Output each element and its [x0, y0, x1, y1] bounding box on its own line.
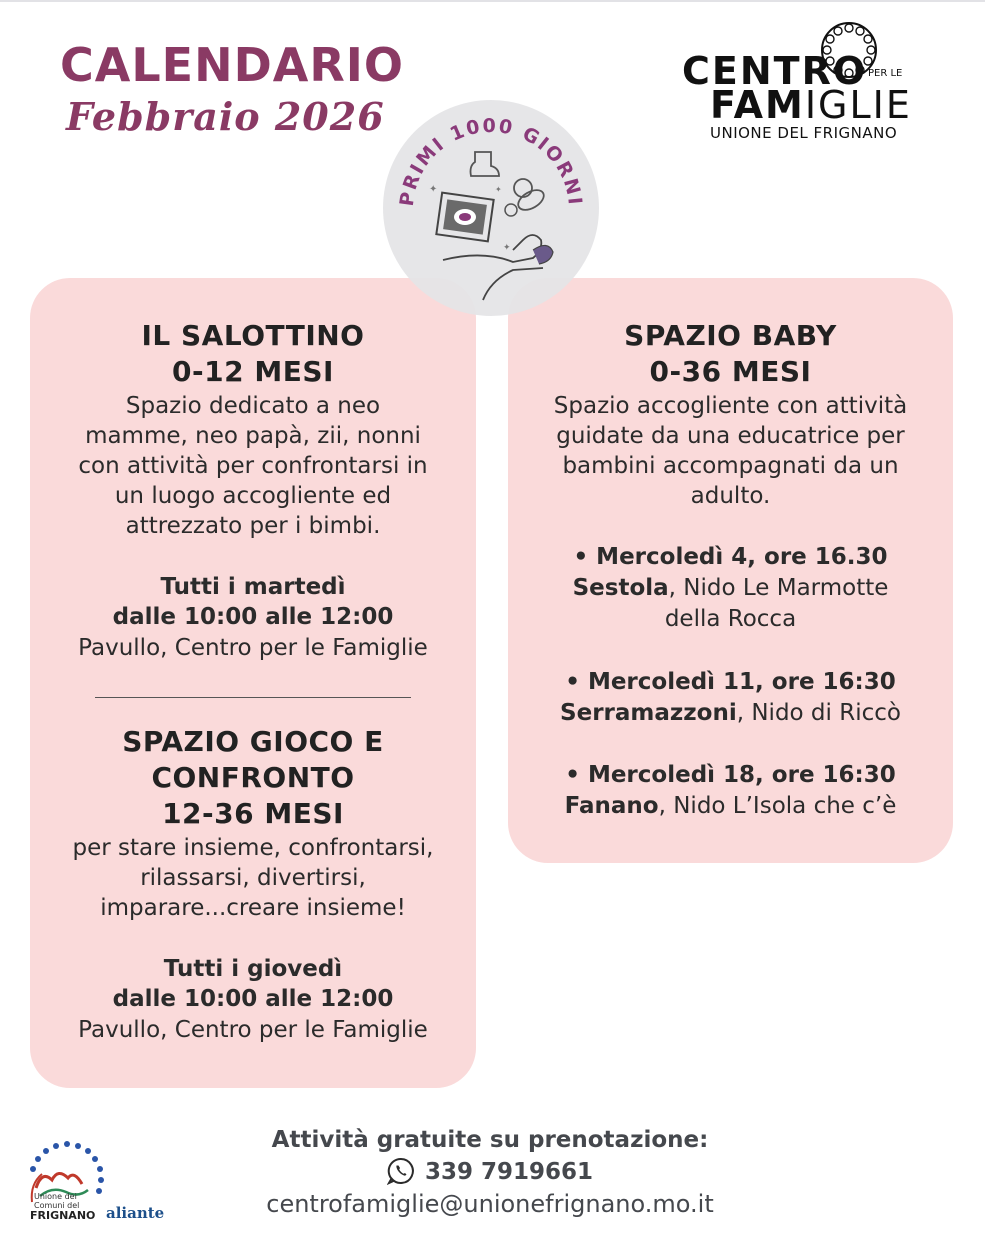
right-activity-card [508, 278, 953, 863]
salottino-time: dalle 10:00 alle 12:00 [112, 604, 394, 630]
svg-text:✦: ✦ [503, 243, 511, 253]
aliante-logo: aliante [106, 1204, 165, 1222]
spazio-gioco-title-2: CONFRONTO [151, 761, 355, 794]
centro-word: CENTRO [682, 49, 868, 93]
salottino-age: 0-12 MESI [172, 355, 334, 388]
spazio-baby-desc-1: Spazio accogliente con attività [553, 393, 908, 419]
spazio-gioco-desc-1: per stare insieme, confrontarsi, [72, 835, 434, 861]
left-activity-card [30, 278, 476, 1088]
famiglie-word: FAMIGLIE [710, 83, 912, 127]
primi-1000-giorni-badge [383, 100, 599, 316]
spazio-gioco-time: dalle 10:00 alle 12:00 [112, 986, 394, 1012]
svg-text:✦: ✦ [429, 184, 438, 195]
spazio-baby-title: SPAZIO BABY [624, 319, 837, 352]
booking-note: Attività gratuite su prenotazione: [271, 1127, 709, 1153]
unione-label: Unione dei Comuni del [34, 1192, 80, 1210]
frignano-label: FRIGNANO [30, 1209, 96, 1222]
spazio-baby-desc-4: adulto. [690, 483, 771, 509]
spazio-gioco-day: Tutti i giovedì [163, 956, 343, 982]
spazio-baby-desc-3: bambini accompagnati da un [562, 453, 899, 479]
salottino-desc-2: mamme, neo papà, zii, nonni [85, 423, 421, 449]
svg-text:✦: ✦ [495, 185, 502, 194]
unione-frignano-word: UNIONE DEL FRIGNANO [710, 124, 898, 142]
section-divider [95, 697, 411, 698]
salottino-title: IL SALOTTINO [141, 319, 365, 352]
badge-text: PRIMI 1000 GIORNI [395, 114, 586, 208]
salottino-desc-5: attrezzato per i bimbi. [125, 513, 381, 539]
booking-info [160, 1124, 820, 1220]
email-address[interactable]: centrofamiglie@unionefrignano.mo.it [266, 1190, 714, 1218]
spazio-gioco-age: 12-36 MESI [162, 797, 344, 830]
calendar-month: Febbraio 2026 [66, 94, 385, 139]
calendar-title: CALENDARIO [60, 38, 405, 92]
event-1-date: • Mercoledì 4, ore 16.30 [573, 544, 888, 570]
whatsapp-icon [387, 1157, 415, 1185]
spazio-gioco-place: Pavullo, Centro per le Famiglie [78, 1017, 428, 1043]
event-2-location: Serramazzoni, Nido di Riccò [560, 700, 901, 726]
salottino-desc-4: un luogo accogliente ed [114, 483, 392, 509]
salottino-desc-3: con attività per confrontarsi in [78, 453, 428, 479]
event-1-location-2: della Rocca [664, 606, 797, 632]
salottino-place: Pavullo, Centro per le Famiglie [78, 635, 428, 661]
phone-number[interactable]: 339 7919661 [424, 1159, 594, 1185]
salottino-day: Tutti i martedì [160, 574, 346, 600]
phone-line[interactable] [160, 1156, 820, 1188]
per-le-word: PER LE [868, 68, 903, 79]
top-border [0, 0, 985, 2]
event-2-date: • Mercoledì 11, ore 16:30 [565, 669, 896, 695]
spazio-baby-age: 0-36 MESI [649, 355, 812, 388]
centro-famiglie-logo [680, 18, 930, 148]
spazio-gioco-title-1: SPAZIO GIOCO E [122, 725, 384, 758]
primi-1000-giorni-illustration [383, 100, 599, 316]
spazio-gioco-desc-2: rilassarsi, divertirsi, [140, 865, 366, 891]
spazio-gioco-desc-3: imparare...creare insieme! [100, 895, 406, 921]
event-1-location: Sestola, Nido Le Marmotte [572, 575, 889, 601]
event-3-date: • Mercoledì 18, ore 16:30 [565, 762, 896, 788]
event-3-location: Fanano, Nido L’Isola che c’è [564, 793, 897, 819]
spazio-baby-desc-2: guidate da una educatrice per [556, 423, 905, 449]
salottino-desc-1: Spazio dedicato a neo [125, 393, 381, 419]
